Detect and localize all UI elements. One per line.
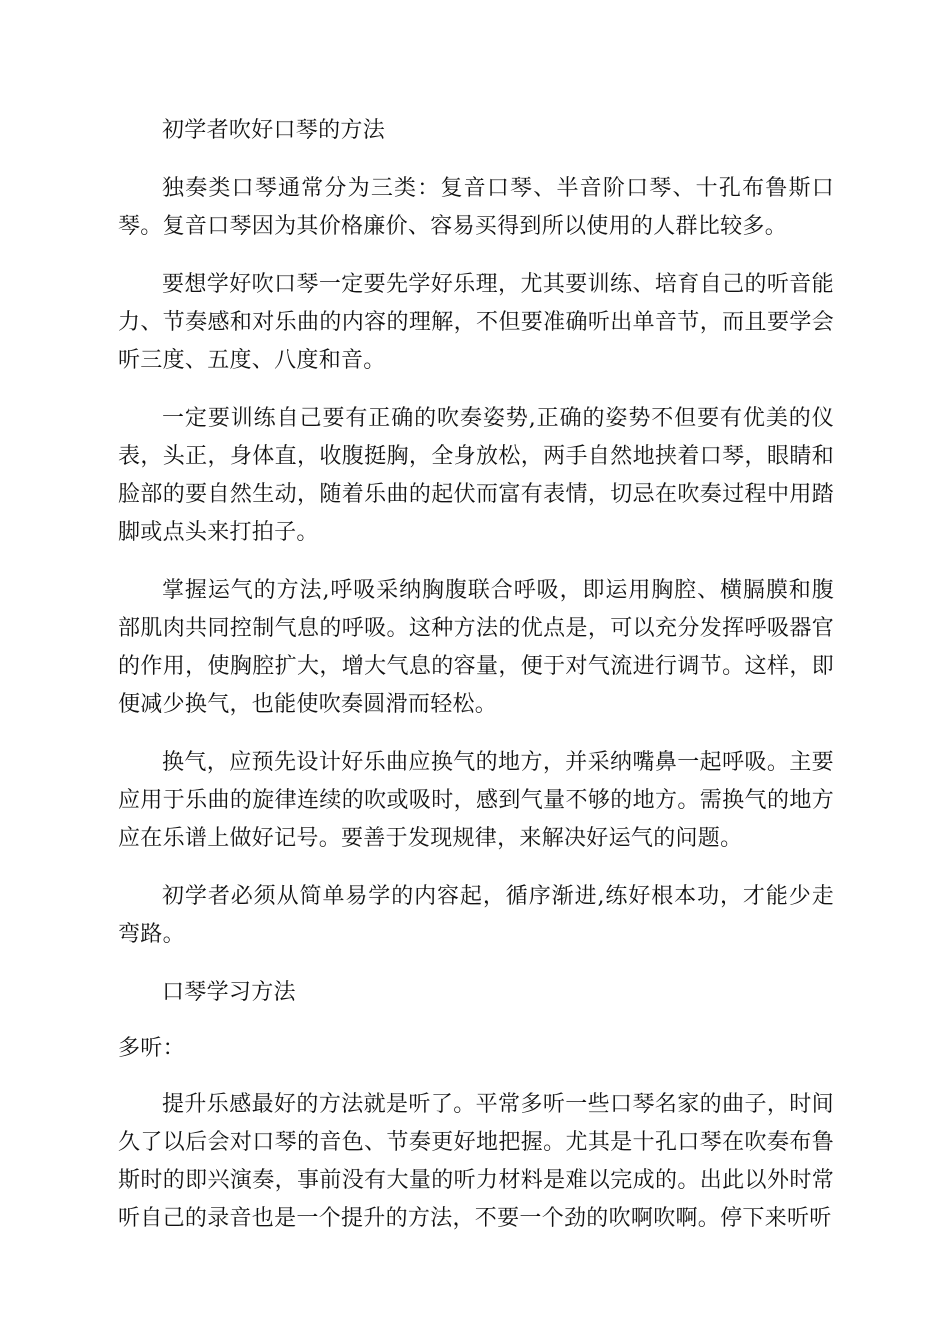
paragraph: 独奏类口琴通常分为三类：复音口琴、半音阶口琴、十孔布鲁斯口琴。复音口琴因为其价格廉价、容易买得到所以使用的人群比较多。 (118, 176, 834, 239)
paragraph: 掌握运气的方法,呼吸采纳胸腹联合呼吸，即运用胸腔、横膈膜和腹部肌肉共同控制气息的呼吸。这种方法的优点是，可以充分发挥呼吸器官的作用，使胸腔扩大，增大气息的容量，便于对气流进行调节。这样，即便减少换气，也能使吹奏圆滑而轻松。 (118, 578, 834, 717)
paragraph: 一定要训练自己要有正确的吹奏姿势,正确的姿势不但要有优美的仪表，头正，身体直，收腹挺胸，全身放松，两手自然地挟着口琴，眼睛和脸部的要自然生动，随着乐曲的起伏而富有表情，切忌在吹奏过程中用踏脚或点头来打拍子。 (118, 406, 834, 545)
paragraph: 要想学好吹口琴一定要先学好乐理，尤其要训练、培育自己的听音能力、节奏感和对乐曲的内容的理解，不但要准确听出单音节，而且要学会听三度、五度、八度和音。 (118, 272, 834, 373)
paragraph: 初学者必须从简单易学的内容起，循序渐进,练好根本功，才能少走弯路。 (118, 884, 834, 947)
paragraph: 换气，应预先设计好乐曲应换气的地方，并采纳嘴鼻一起呼吸。主要应用于乐曲的旋律连续的吹或吸时，感到气量不够的地方。需换气的地方应在乐谱上做好记号。要善于发现规律，来解决好运气的问题。 (118, 750, 834, 851)
subheading: 多听： (118, 1036, 185, 1061)
document-title: 初学者吹好口琴的方法 (162, 118, 386, 143)
section-heading: 口琴学习方法 (162, 980, 296, 1005)
paragraph: 提升乐感最好的方法就是听了。平常多听一些口琴名家的曲子，时间久了以后会对口琴的音色、节奏更好地把握。尤其是十孔口琴在吹奏布鲁斯时的即兴演奏，事前没有大量的听力材料是难以完成的。出此以外时常听自己的录音也是一个提升的方法，不要一个劲的吹啊吹啊。停下来听听 (118, 1092, 834, 1231)
document-body (118, 112, 834, 1258)
